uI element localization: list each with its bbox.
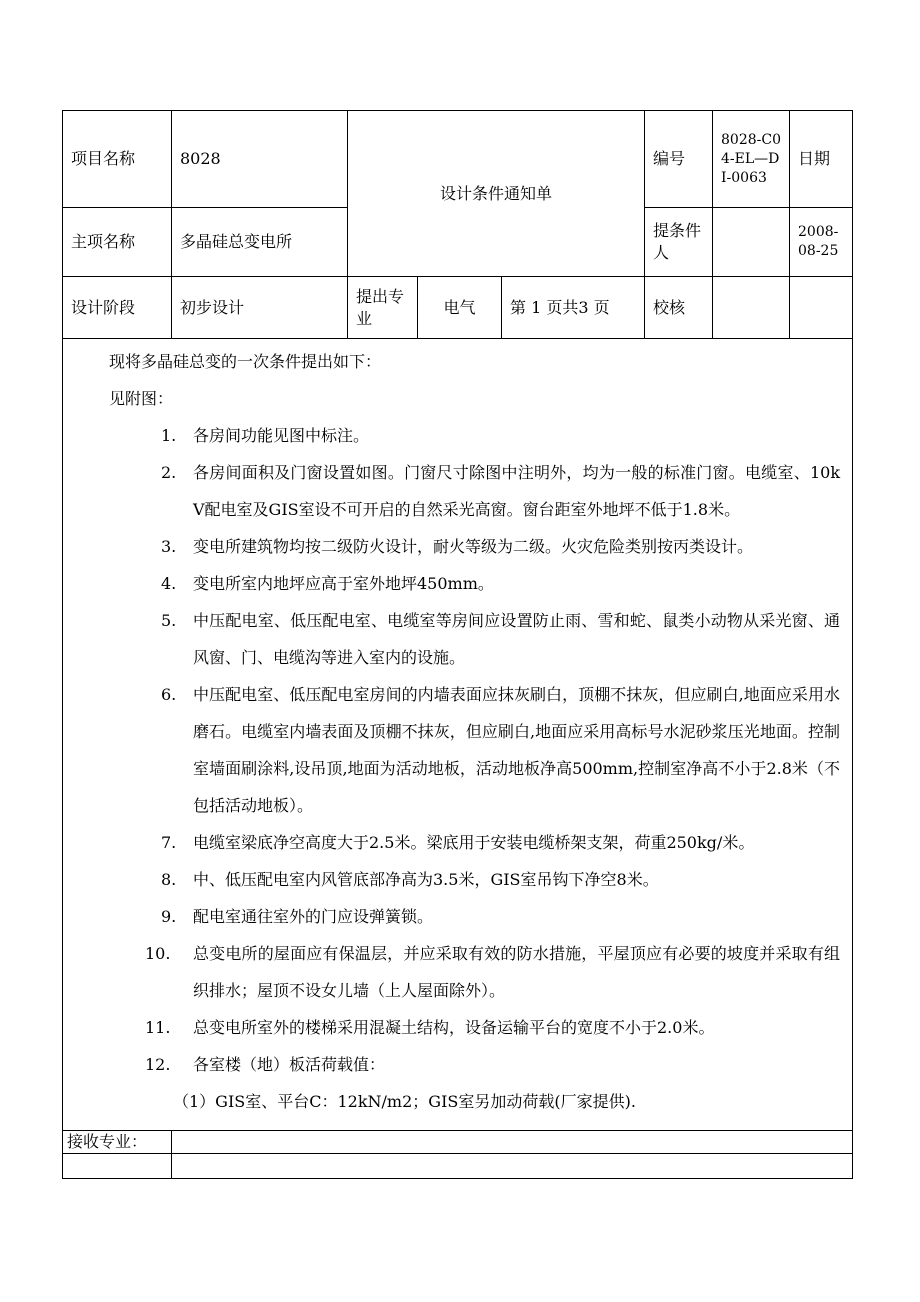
design-stage-label: 设计阶段 bbox=[63, 277, 172, 339]
proposer-value bbox=[713, 208, 790, 277]
project-name-label: 项目名称 bbox=[63, 111, 172, 208]
check-extra bbox=[790, 277, 853, 339]
check-value bbox=[713, 277, 790, 339]
date-value: 2008-08-25 bbox=[790, 208, 853, 277]
document-title: 设计条件通知单 bbox=[348, 111, 645, 277]
design-condition-form bbox=[62, 110, 853, 1179]
list-item: 9. 配电室通往室外的门应设弹簧锁。 bbox=[161, 907, 434, 926]
list-item: 2. 各房间面积及门窗设置如图。门窗尺寸除图中注明外，均为一般的标准门窗。电缆室、10kV配电室及GIS室设不可开启的自然采光高窗。窗台距室外地坪不低于1.8米。 bbox=[161, 463, 841, 519]
check-label: 校核 bbox=[645, 277, 713, 339]
conditions-body bbox=[63, 339, 853, 1131]
proposer-label: 提条件人 bbox=[645, 208, 713, 277]
list-item: 6. 中压配电室、低压配电室房间的内墙表面应抹灰刷白，顶棚不抹灰，但应刷白,地面应采用水磨石。电缆室内墙表面及顶棚不抹灰，但应刷白,地面应采用高标号水泥砂浆压光地面。控制室墙面刷涂料,设吊顶,地面为活动地板，活动地板净高500mm,控制室净高不小于2.8米（不包括活动地板）。 bbox=[161, 685, 841, 815]
list-item: 4. 变电所室内地坪应高于室外地坪450mm。 bbox=[161, 574, 494, 593]
page-info: 第 1 页共3 页 bbox=[502, 277, 645, 339]
receiving-discipline-value bbox=[172, 1131, 853, 1154]
sub-project-label: 主项名称 bbox=[63, 208, 172, 277]
sub-item: （1）GIS室、平台C：12kN/m2；GIS室另加动荷载(厂家提供). bbox=[173, 1092, 636, 1111]
list-item: 1. 各房间功能见图中标注。 bbox=[161, 426, 370, 445]
sub-project-value: 多晶硅总变电所 bbox=[172, 208, 348, 277]
list-item: 12. 各室楼（地）板活荷载值： bbox=[145, 1055, 386, 1074]
number-value: 8028-C04-EL—DI-0063 bbox=[713, 111, 790, 208]
conditions-list bbox=[73, 417, 840, 1083]
list-item: 5. 中压配电室、低压配电室、电缆室等房间应设置防止雨、雪和蛇、鼠类小动物从采光窗、通风窗、门、电缆沟等进入室内的设施。 bbox=[161, 611, 841, 667]
list-item: 11. 总变电所室外的楼梯采用混凝土结构，设备运输平台的宽度不小于2.0米。 bbox=[145, 1018, 715, 1037]
list-item: 8. 中、低压配电室内风管底部净高为3.5米，GIS室吊钩下净空8米。 bbox=[161, 870, 659, 889]
design-stage-value: 初步设计 bbox=[172, 277, 348, 339]
receiving-discipline-label: 接收专业： bbox=[63, 1131, 172, 1154]
discipline-value: 电气 bbox=[418, 277, 502, 339]
list-item: 10. 总变电所的屋面应有保温层，并应采取有效的防水措施，平屋顶应有必要的坡度并采取有组织排水；屋顶不设女儿墙（上人屋面除外）。 bbox=[145, 944, 841, 1000]
project-name-value: 8028 bbox=[172, 111, 348, 208]
date-label: 日期 bbox=[790, 111, 853, 208]
intro-text: 现将多晶硅总变的一次条件提出如下： bbox=[109, 352, 382, 371]
list-item: 7. 电缆室梁底净空高度大于2.5米。梁底用于安装电缆桥架支架，荷重250kg/米。 bbox=[161, 833, 755, 852]
discipline-label: 提出专业 bbox=[348, 277, 418, 339]
attachment-note: 见附图： bbox=[109, 389, 174, 408]
footer-extra-value bbox=[172, 1154, 853, 1179]
footer-extra-label bbox=[63, 1154, 172, 1179]
number-label: 编号 bbox=[645, 111, 713, 208]
list-item: 3. 变电所建筑物均按二级防火设计，耐火等级为二级。火灾危险类别按丙类设计。 bbox=[161, 537, 754, 556]
